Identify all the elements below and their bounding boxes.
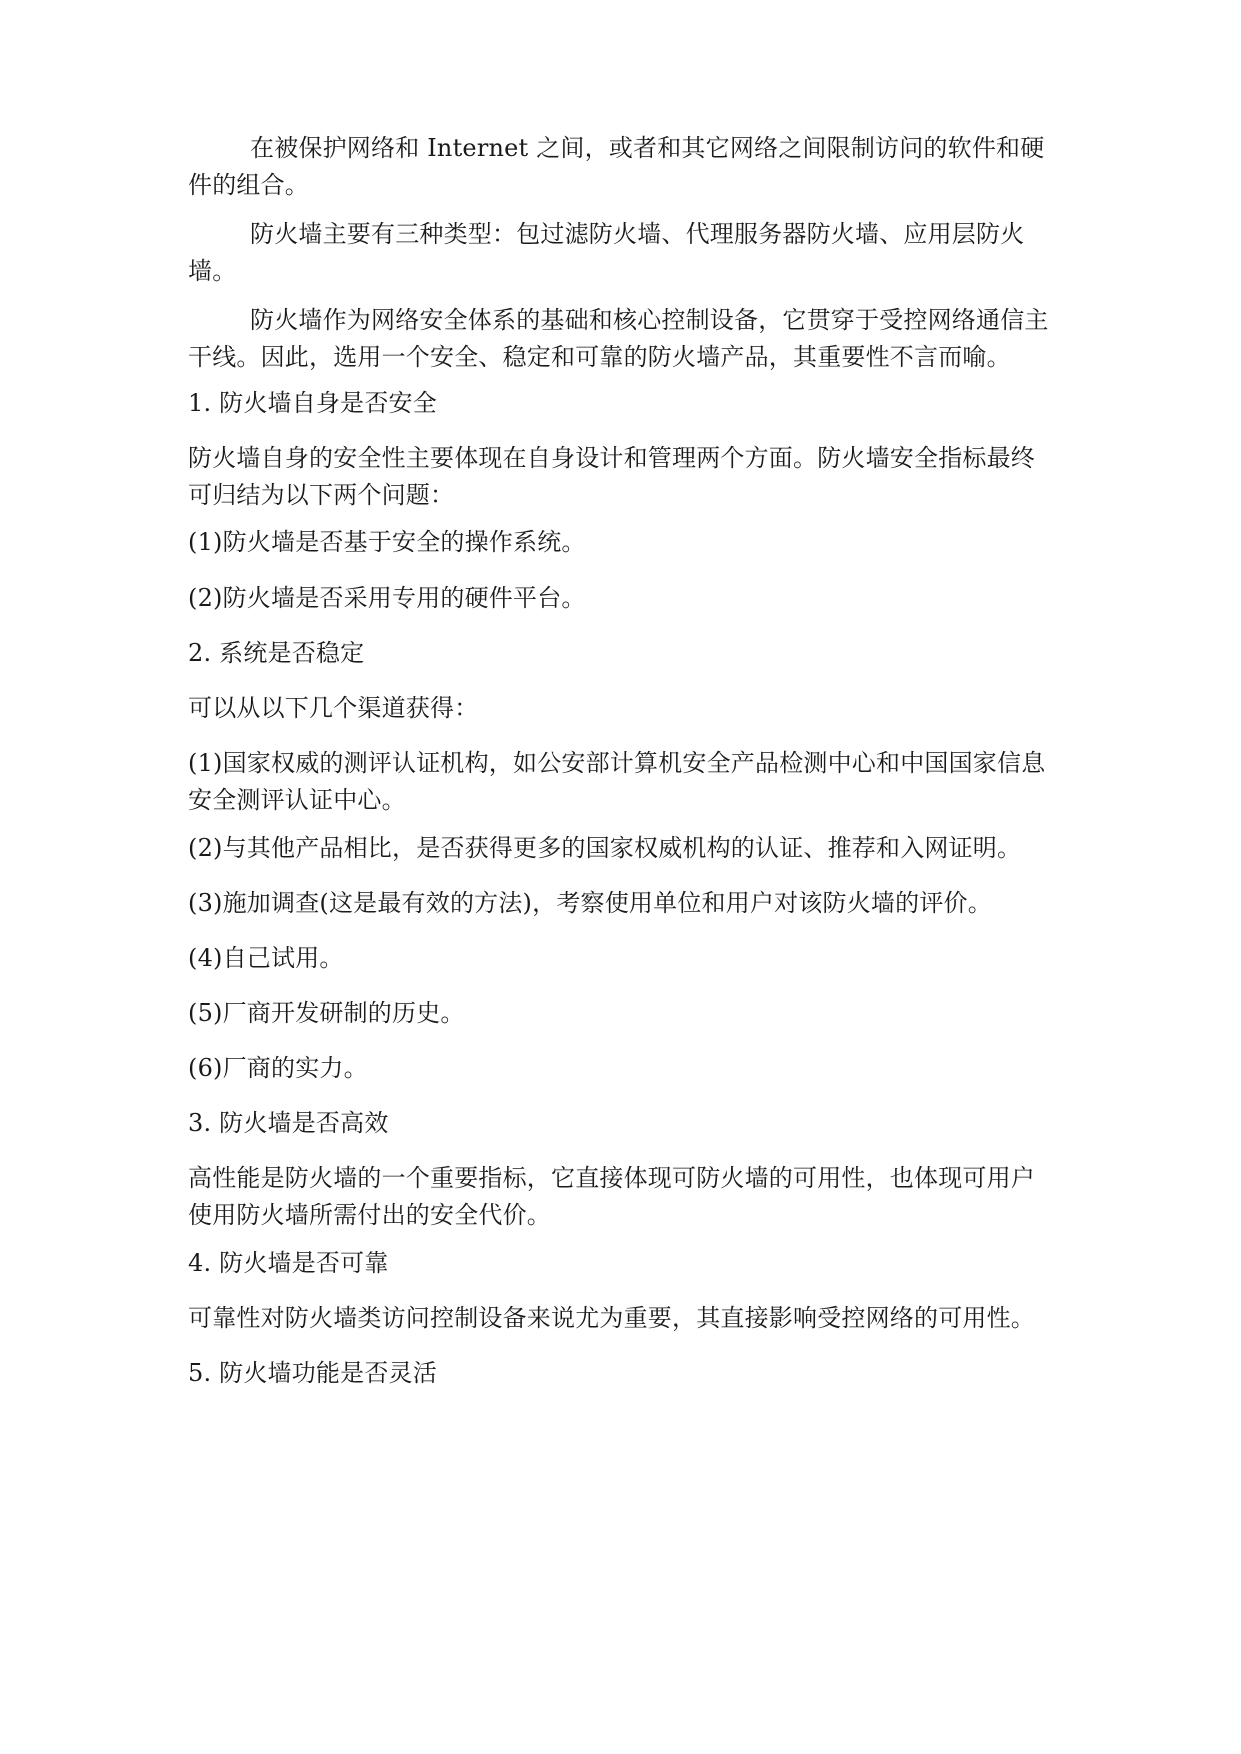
paragraph-firewall-types: 防火墙主要有三种类型：包过滤防火墙、代理服务器防火墙、应用层防火墙。	[188, 220, 1025, 285]
list-item: (1)防火墙是否基于安全的操作系统。	[188, 528, 586, 556]
heading-2: 2. 系统是否稳定	[188, 639, 365, 667]
heading-3: 3. 防火墙是否高效	[188, 1109, 389, 1137]
heading-5: 5. 防火墙功能是否灵活	[188, 1359, 437, 1387]
list-item: (6)厂商的实力。	[188, 1054, 368, 1082]
paragraph-definition: 在被保护网络和 Internet 之间，或者和其它网络之间限制访问的软件和硬件的组合。	[188, 134, 1045, 199]
list-item: (2)防火墙是否采用专用的硬件平台。	[188, 584, 586, 612]
list-item: (2)与其他产品相比，是否获得更多的国家权威机构的认证、推荐和入网证明。	[188, 834, 1022, 862]
paragraph-self-security: 防火墙自身的安全性主要体现在自身设计和管理两个方面。防火墙安全指标最终可归结为以下两个问题：	[188, 444, 1035, 509]
heading-1: 1. 防火墙自身是否安全	[188, 389, 437, 417]
paragraph-firewall-importance: 防火墙作为网络安全体系的基础和核心控制设备，它贯穿于受控网络通信主干线。因此，选用一个安全、稳定和可靠的防火墙产品，其重要性不言而喻。	[188, 306, 1049, 371]
list-item: (4)自己试用。	[188, 944, 344, 972]
list-item: (5)厂商开发研制的历史。	[188, 999, 465, 1027]
list-item: (3)施加调查(这是最有效的方法)，考察使用单位和用户对该防火墙的评价。	[188, 889, 992, 917]
paragraph-channels: 可以从以下几个渠道获得：	[188, 694, 479, 722]
paragraph-performance: 高性能是防火墙的一个重要指标，它直接体现可防火墙的可用性，也体现可用户使用防火墙所需付出的安全代价。	[188, 1164, 1035, 1229]
heading-4: 4. 防火墙是否可靠	[188, 1249, 389, 1277]
paragraph-reliability: 可靠性对防火墙类访问控制设备来说尤为重要，其直接影响受控网络的可用性。	[188, 1304, 1035, 1332]
document-page	[188, 0, 1053, 1754]
list-item: (1)国家权威的测评认证机构，如公安部计算机安全产品检测中心和中国国家信息安全测评认证中心。	[188, 749, 1046, 814]
